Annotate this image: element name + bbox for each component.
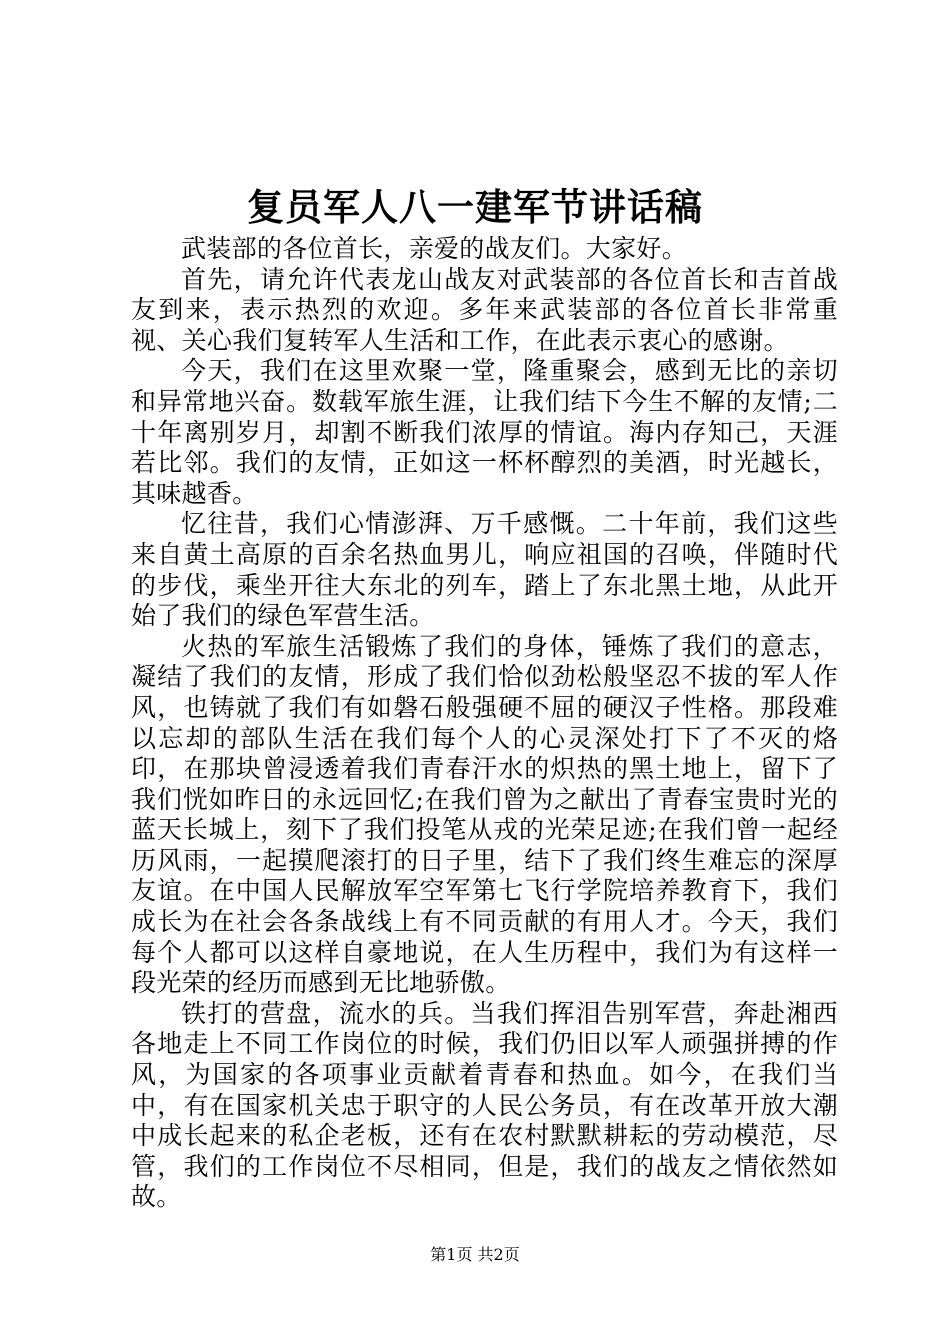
paragraph-military-life: 火热的军旅生活锻炼了我们的身体，锤炼了我们的意志，凝结了我们的友情，形成了我们恰似劲松般坚忍不拔的军人作风，也铸就了我们有如磐石般强硬不屈的硬汉子性格。那段难以忘却的部队生活在我们每个人的心灵深处打下了不灭的烙印，在那块曾浸透着我们青春汗水的炽热的黑土地上，留下了我们恍如昨日的永远回忆;在我们曾为之献出了青春宝贵时光的蓝天长城上，刻下了我们投笔从戎的光荣足迹;在我们曾一起经历风雨，一起摸爬滚打的日子里，结下了我们终生难忘的深厚友谊。在中国人民解放军空军第七飞行学院培养教育下，我们成长为在社会各条战线上有不同贡献的有用人才。今天，我们每个人都可以这样自豪地说，在人生历程中，我们为有这样一段光荣的经历而感到无比地骄傲。 (131, 631, 838, 998)
document-title: 复员军人八一建军节讲话稿 (247, 185, 703, 229)
paragraph-welcome: 首先，请允许代表龙山战友对武装部的各位首长和吉首战友到来，表示热烈的欢迎。多年来武装部的各位首长非常重视、关心我们复转军人生活和工作，在此表示衷心的感谢。 (131, 264, 838, 355)
paragraph-greeting: 武装部的各位首长，亲爱的战友们。大家好。 (181, 234, 688, 263)
document-body (131, 234, 838, 1213)
paragraph-reunion: 今天，我们在这里欢聚一堂，隆重聚会，感到无比的亲切和异常地兴奋。数载军旅生涯，让我们结下今生不解的友情;二十年离别岁月，却割不断我们浓厚的情谊。海内存知己，天涯若比邻。我们的友情，正如这一杯杯醇烈的美酒，时光越长，其味越香。 (131, 356, 838, 508)
page-number-footer: 第1页 共2页 (430, 1245, 520, 1264)
paragraph-memories: 忆往昔，我们心情澎湃、万千感慨。二十年前，我们这些来自黄土高原的百余名热血男儿，响应祖国的召唤，伴随时代的步伐，乘坐开往大东北的列车，踏上了东北黑土地，从此开始了我们的绿色军营生活。 (131, 509, 838, 631)
paragraph-after-service: 铁打的营盘，流水的兵。当我们挥泪告别军营，奔赴湘西各地走上不同工作岗位的时候，我们仍旧以军人顽强拼搏的作风，为国家的各项事业贡献着青春和热血。如今，在我们当中，有在国家机关忠于职守的人民公务员，有在改革开放大潮中成长起来的私企老板，还有在农村默默耕耘的劳动模范，尽管，我们的工作岗位不尽相同，但是，我们的战友之情依然如故。 (131, 998, 838, 1212)
